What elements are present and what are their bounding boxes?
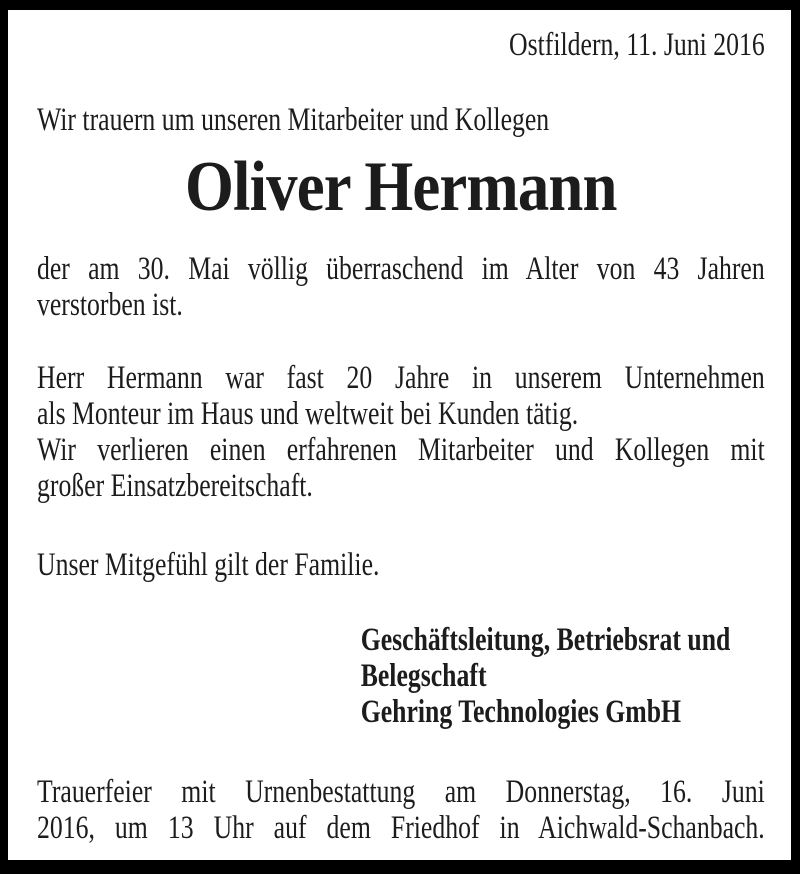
funeral-paragraph-line: Trauerfeier mit Urnenbestattung am Donnerstag, 16. Juni [37, 774, 765, 810]
deceased-name-heading [37, 147, 765, 227]
death-paragraph [37, 251, 765, 323]
funeral-paragraph [37, 774, 765, 846]
dateline: Ostfildern, 11. Juni 2016 [509, 27, 765, 63]
signature-line: Geschäftsleitung, Betriebsrat und [360, 622, 731, 658]
tribute-paragraph-line: großer Einsatzbereitschaft. [37, 468, 313, 504]
notice-content [37, 10, 765, 846]
tribute-paragraph [37, 360, 765, 504]
signature-line: Belegschaft [360, 658, 487, 694]
tribute-paragraph-line: Herr Hermann war fast 20 Jahre in unserem Unternehmen [37, 360, 765, 396]
signature-block [37, 622, 765, 730]
tribute-paragraph-line: Wir verlieren einen erfahrenen Mitarbeiter und Kollegen mit [37, 432, 765, 468]
tribute-paragraph-line: als Monteur im Haus und weltweit bei Kunden tätig. [37, 396, 579, 432]
condolence-line: Unser Mitgefühl gilt der Familie. [37, 547, 380, 583]
intro-line: Wir trauern um unseren Mitarbeiter und Kollegen [37, 102, 550, 138]
death-paragraph-line: der am 30. Mai völlig überraschend im Alter von 43 Jahren [37, 251, 765, 287]
signature-line-company: Gehring Technologies GmbH [360, 694, 682, 730]
deceased-name: Oliver Hermann [185, 148, 617, 226]
funeral-paragraph-line: 2016, um 13 Uhr auf dem Friedhof in Aichwald-Schanbach. [37, 810, 765, 846]
death-paragraph-line: verstorben ist. [37, 287, 183, 323]
notice-paper [8, 10, 791, 860]
